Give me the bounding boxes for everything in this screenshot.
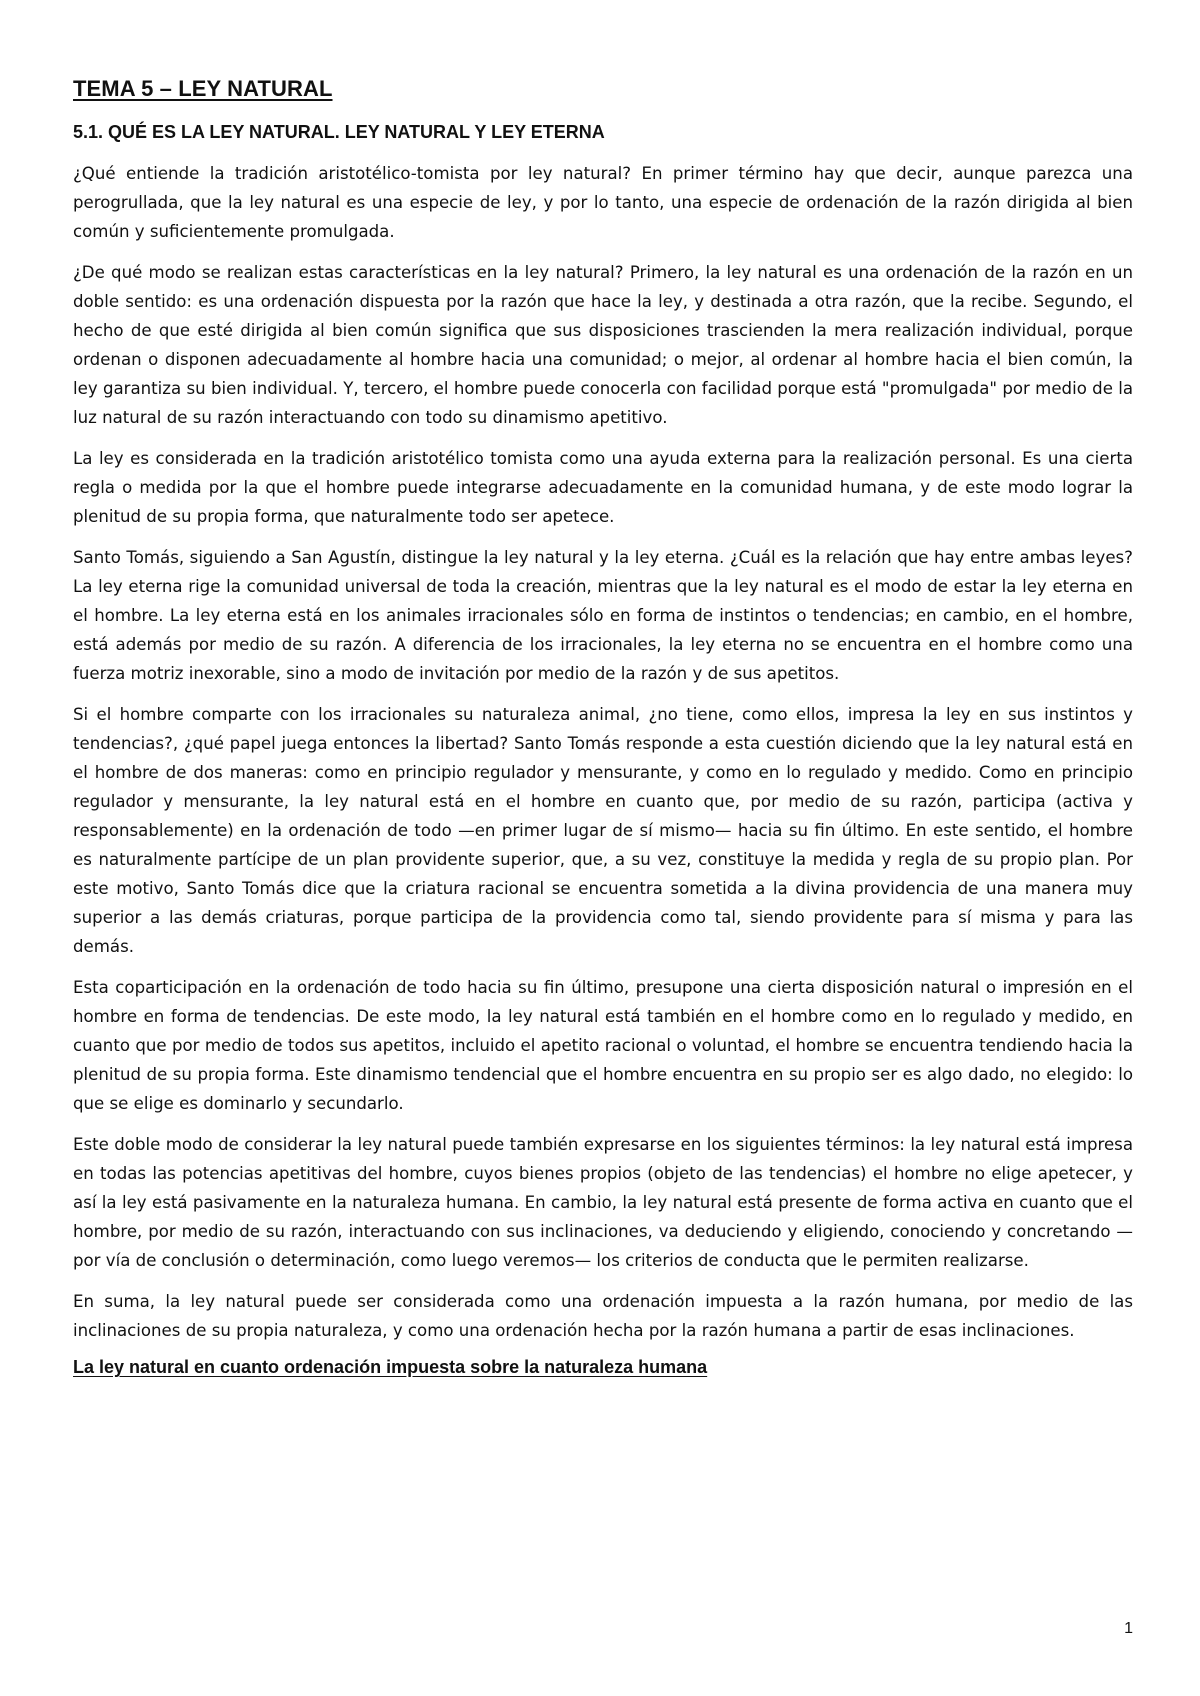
paragraph: La ley es considerada en la tradición aristotélico tomista como una ayuda externa para la realización personal. Es una cierta regla o medida por la que el hombre puede integrarse adecuadamente en la comunidad humana, y de este modo lograr la plenitud de su propia forma, que naturalmente todo ser apetece.: [73, 449, 1133, 526]
document-title: TEMA 5 – LEY NATURAL: [73, 76, 333, 101]
paragraph: ¿De qué modo se realizan estas características en la ley natural? Primero, la ley natural es una ordenación de la razón en un doble sentido: es una ordenación dispuesta por la razón que hace la ley, y destinada a otra razón, que la recibe. Segundo, el hecho de que esté dirigida al bien común significa que sus disposiciones trascienden la mera realización individual, porque ordenan o disponen adecuadamente al hombre hacia una comunidad; o mejor, al ordenar al hombre hacia el bien común, la ley garantiza su bien individual. Y, tercero, el hombre puede conocerla con facilidad porque está "promulgada" por medio de la luz natural de su razón interactuando con todo su dinamismo apetitivo.: [73, 263, 1133, 427]
paragraph: Si el hombre comparte con los irracionales su naturaleza animal, ¿no tiene, como ellos, impresa la ley en sus instintos y tendencias?, ¿qué papel juega entonces la libertad? Santo Tomás responde a esta cuestión diciendo que la ley natural está en el hombre de dos maneras: como en principio regulador y mensurante, y como en lo regulado y medido. Como en principio regulador y mensurante, la ley natural está en el hombre en cuanto que, por medio de su razón, participa (activa y responsablemente) en la ordenación de todo —en primer lugar de sí mismo— hacia su fin último. En este sentido, el hombre es naturalmente partícipe de un plan providente superior, que, a su vez, constituye la medida y regla de su propio plan. Por este motivo, Santo Tomás dice que la criatura racional se encuentra sometida a la divina providencia de una manera muy superior a las demás criaturas, porque participa de la providencia como tal, siendo providente para sí misma y para las demás.: [73, 705, 1133, 956]
subheading: La ley natural en cuanto ordenación impuesta sobre la naturaleza humana: [73, 1357, 708, 1377]
page-number: 1: [1124, 1620, 1133, 1637]
document-page: [73, 76, 1133, 1378]
paragraph: ¿Qué entiende la tradición aristotélico-tomista por ley natural? En primer término hay que decir, aunque parezca una perogrullada, que la ley natural es una especie de ley, y por lo tanto, una especie de ordenación de la razón dirigida al bien común y suficientemente promulgada.: [73, 164, 1133, 241]
section-heading: 5.1. QUÉ ES LA LEY NATURAL. LEY NATURAL Y LEY ETERNA: [73, 122, 605, 142]
paragraph: En suma, la ley natural puede ser considerada como una ordenación impuesta a la razón humana, por medio de las inclinaciones de su propia naturaleza, y como una ordenación hecha por la razón humana a partir de esas inclinaciones.: [73, 1292, 1133, 1340]
paragraph: Santo Tomás, siguiendo a San Agustín, distingue la ley natural y la ley eterna. ¿Cuál es la relación que hay entre ambas leyes? La ley eterna rige la comunidad universal de toda la creación, mientras que la ley natural es el modo de estar la ley eterna en el hombre. La ley eterna está en los animales irracionales sólo en forma de instintos o tendencias; en cambio, en el hombre, está además por medio de su razón. A diferencia de los irracionales, la ley eterna no se encuentra en el hombre como una fuerza motriz inexorable, sino a modo de invitación por medio de la razón y de sus apetitos.: [73, 548, 1133, 683]
paragraph: Este doble modo de considerar la ley natural puede también expresarse en los siguientes términos: la ley natural está impresa en todas las potencias apetitivas del hombre, cuyos bienes propios (objeto de las tendencias) el hombre no elige apetecer, y así la ley está pasivamente en la naturaleza humana. En cambio, la ley natural está presente de forma activa en cuanto que el hombre, por medio de su razón, interactuando con sus inclinaciones, va deduciendo y eligiendo, conociendo y concretando — por vía de conclusión o determinación, como luego veremos— los criterios de conducta que le permiten realizarse.: [73, 1135, 1133, 1270]
paragraph: Esta coparticipación en la ordenación de todo hacia su fin último, presupone una cierta disposición natural o impresión en el hombre en forma de tendencias. De este modo, la ley natural está también en el hombre como en lo regulado y medido, en cuanto que por medio de todos sus apetitos, incluido el apetito racional o voluntad, el hombre se encuentra tendiendo hacia la plenitud de su propia forma. Este dinamismo tendencial que el hombre encuentra en su propio ser es algo dado, no elegido: lo que se elige es dominarlo y secundarlo.: [73, 978, 1133, 1113]
